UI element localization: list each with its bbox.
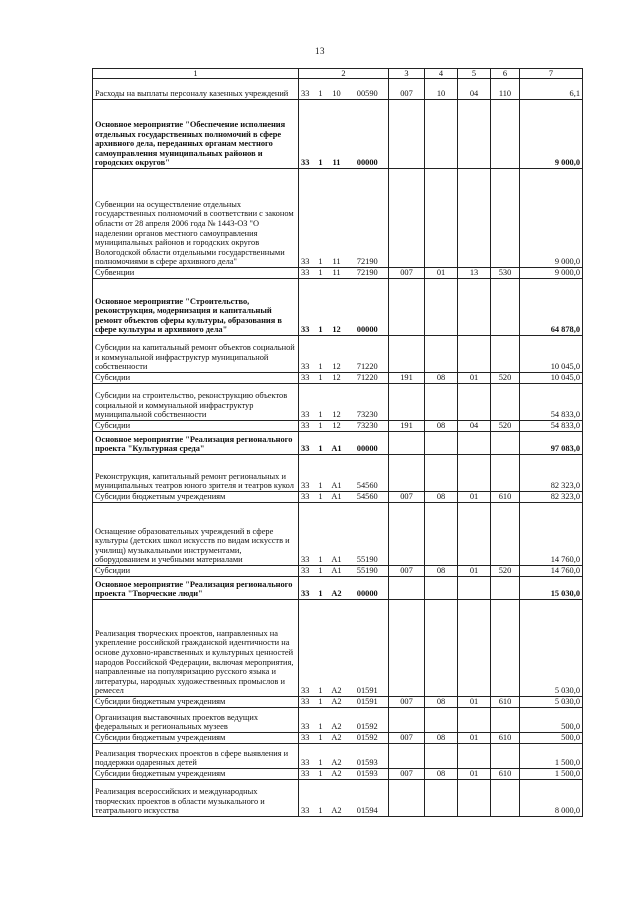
subsection-code <box>458 336 491 373</box>
section-code <box>425 336 458 373</box>
row-description: Расходы на выплаты персоналу казенных учреждений <box>93 79 299 100</box>
direction-code: 01592 <box>347 708 389 733</box>
section-code: 10 <box>425 79 458 100</box>
expense-type-code <box>491 577 520 600</box>
subsection-code <box>458 708 491 733</box>
subsection-code: 01 <box>458 566 491 577</box>
direction-code: 71220 <box>347 373 389 384</box>
ministry-code <box>389 780 425 817</box>
expense-type-code <box>491 169 520 268</box>
subprogram-code: 1 <box>315 708 327 733</box>
subsection-code <box>458 744 491 769</box>
amount: 82 323,0 <box>520 455 583 492</box>
subprogram-code: 1 <box>315 780 327 817</box>
direction-code: 73230 <box>347 421 389 432</box>
direction-code: 73230 <box>347 384 389 421</box>
amount: 14 760,0 <box>520 566 583 577</box>
subprogram-code: 1 <box>315 384 327 421</box>
expense-type-code: 520 <box>491 566 520 577</box>
header-col-4: 4 <box>425 69 458 79</box>
row-description: Субсидии <box>93 421 299 432</box>
table-row <box>93 100 583 169</box>
section-code <box>425 432 458 455</box>
amount: 54 833,0 <box>520 421 583 432</box>
direction-code: 01592 <box>347 733 389 744</box>
amount: 1 500,0 <box>520 744 583 769</box>
amount: 5 030,0 <box>520 600 583 697</box>
table-row <box>93 566 583 577</box>
section-code: 08 <box>425 492 458 503</box>
event-code: А1 <box>327 503 347 566</box>
subprogram-code: 1 <box>315 733 327 744</box>
amount: 8 000,0 <box>520 780 583 817</box>
row-description: Субвенции <box>93 268 299 279</box>
ministry-code <box>389 279 425 336</box>
direction-code: 00000 <box>347 279 389 336</box>
expense-type-code: 110 <box>491 79 520 100</box>
ministry-code: 007 <box>389 566 425 577</box>
ministry-code: 007 <box>389 769 425 780</box>
amount: 14 760,0 <box>520 503 583 566</box>
subsection-code: 13 <box>458 268 491 279</box>
subsection-code: 01 <box>458 373 491 384</box>
event-code: 12 <box>327 373 347 384</box>
ministry-code <box>389 708 425 733</box>
table-row <box>93 577 583 600</box>
ministry-code <box>389 100 425 169</box>
subprogram-code: 1 <box>315 100 327 169</box>
program-code: 33 <box>299 566 315 577</box>
event-code: А1 <box>327 455 347 492</box>
row-description: Субсидии бюджетным учреждениям <box>93 769 299 780</box>
subprogram-code: 1 <box>315 744 327 769</box>
header-col-6: 6 <box>491 69 520 79</box>
section-code: 01 <box>425 268 458 279</box>
amount: 1 500,0 <box>520 769 583 780</box>
ministry-code <box>389 455 425 492</box>
expense-type-code <box>491 708 520 733</box>
amount: 82 323,0 <box>520 492 583 503</box>
section-code <box>425 455 458 492</box>
row-description: Основное мероприятие "Обеспечение исполнения отдельных государственных полномочий в сфере архивного дела, переданных органам местного самоуправления муниципальных районов и городских округов" <box>93 100 299 169</box>
subprogram-code: 1 <box>315 421 327 432</box>
direction-code: 00590 <box>347 79 389 100</box>
ministry-code: 007 <box>389 79 425 100</box>
expense-type-code: 530 <box>491 268 520 279</box>
event-code: А1 <box>327 492 347 503</box>
section-code <box>425 600 458 697</box>
expense-type-code <box>491 432 520 455</box>
subsection-code <box>458 169 491 268</box>
subsection-code: 01 <box>458 697 491 708</box>
amount: 97 083,0 <box>520 432 583 455</box>
table-row <box>93 169 583 268</box>
subprogram-code: 1 <box>315 492 327 503</box>
direction-code: 01593 <box>347 744 389 769</box>
amount: 54 833,0 <box>520 384 583 421</box>
row-description: Основное мероприятие "Реализация регионального проекта "Творческие люди" <box>93 577 299 600</box>
table-row <box>93 432 583 455</box>
event-code: 12 <box>327 384 347 421</box>
amount: 64 878,0 <box>520 279 583 336</box>
program-code: 33 <box>299 600 315 697</box>
subprogram-code: 1 <box>315 373 327 384</box>
direction-code: 01593 <box>347 769 389 780</box>
section-code <box>425 279 458 336</box>
section-code <box>425 780 458 817</box>
header-col-7: 7 <box>520 69 583 79</box>
subsection-code: 04 <box>458 79 491 100</box>
amount: 15 030,0 <box>520 577 583 600</box>
expense-type-code <box>491 384 520 421</box>
expense-type-code: 610 <box>491 733 520 744</box>
header-col-5: 5 <box>458 69 491 79</box>
program-code: 33 <box>299 432 315 455</box>
header-col-2: 2 <box>299 69 389 79</box>
program-code: 33 <box>299 455 315 492</box>
table-row <box>93 79 583 100</box>
direction-code: 01594 <box>347 780 389 817</box>
direction-code: 00000 <box>347 577 389 600</box>
event-code: 12 <box>327 336 347 373</box>
ministry-code: 007 <box>389 268 425 279</box>
program-code: 33 <box>299 79 315 100</box>
header-col-1: 1 <box>93 69 299 79</box>
ministry-code <box>389 384 425 421</box>
expense-type-code <box>491 600 520 697</box>
event-code: А2 <box>327 733 347 744</box>
subprogram-code: 1 <box>315 79 327 100</box>
expense-type-code: 610 <box>491 492 520 503</box>
subprogram-code: 1 <box>315 503 327 566</box>
subprogram-code: 1 <box>315 577 327 600</box>
expense-type-code: 610 <box>491 697 520 708</box>
direction-code: 55190 <box>347 566 389 577</box>
program-code: 33 <box>299 708 315 733</box>
table-row <box>93 780 583 817</box>
program-code: 33 <box>299 492 315 503</box>
header-row <box>93 69 583 79</box>
subsection-code <box>458 503 491 566</box>
event-code: 11 <box>327 169 347 268</box>
table-row <box>93 492 583 503</box>
direction-code: 54560 <box>347 492 389 503</box>
subsection-code: 01 <box>458 769 491 780</box>
subsection-code <box>458 780 491 817</box>
direction-code: 72190 <box>347 268 389 279</box>
ministry-code <box>389 432 425 455</box>
subsection-code <box>458 384 491 421</box>
row-description: Реализация творческих проектов, направленных на укрепление российской гражданской идентичности на основе духовно-нравственных и культурных ценностей народов Российской Федерации, включая мероприятия, направленные на популяризацию русского языка и литературы, народных художественных промыслов и ремесел <box>93 600 299 697</box>
table-row <box>93 600 583 697</box>
ministry-code: 191 <box>389 373 425 384</box>
amount: 5 030,0 <box>520 697 583 708</box>
table-row <box>93 455 583 492</box>
event-code: А2 <box>327 780 347 817</box>
program-code: 33 <box>299 769 315 780</box>
header-col-3: 3 <box>389 69 425 79</box>
row-description: Субсидии бюджетным учреждениям <box>93 492 299 503</box>
ministry-code: 007 <box>389 492 425 503</box>
amount: 500,0 <box>520 708 583 733</box>
direction-code: 01591 <box>347 600 389 697</box>
expense-type-code <box>491 780 520 817</box>
section-code: 08 <box>425 769 458 780</box>
section-code: 08 <box>425 566 458 577</box>
event-code: 11 <box>327 100 347 169</box>
table-body <box>93 69 583 817</box>
program-code: 33 <box>299 336 315 373</box>
amount: 9 000,0 <box>520 268 583 279</box>
program-code: 33 <box>299 384 315 421</box>
expense-type-code: 610 <box>491 769 520 780</box>
program-code: 33 <box>299 733 315 744</box>
table-row <box>93 421 583 432</box>
row-description: Оснащение образовательных учреждений в сфере культуры (детских школ искусств по видам искусств и училищ) музыкальными инструментами, оборудованием и учебными материалами <box>93 503 299 566</box>
event-code: А1 <box>327 432 347 455</box>
amount: 9 000,0 <box>520 100 583 169</box>
amount: 6,1 <box>520 79 583 100</box>
ministry-code <box>389 336 425 373</box>
ministry-code: 007 <box>389 733 425 744</box>
ministry-code: 007 <box>389 697 425 708</box>
direction-code: 71220 <box>347 336 389 373</box>
expense-type-code <box>491 100 520 169</box>
budget-table <box>92 68 583 817</box>
amount: 10 045,0 <box>520 336 583 373</box>
ministry-code <box>389 600 425 697</box>
subprogram-code: 1 <box>315 279 327 336</box>
section-code <box>425 708 458 733</box>
amount: 9 000,0 <box>520 169 583 268</box>
table-row <box>93 279 583 336</box>
ministry-code <box>389 577 425 600</box>
program-code: 33 <box>299 100 315 169</box>
expense-type-code <box>491 336 520 373</box>
table-row <box>93 384 583 421</box>
program-code: 33 <box>299 421 315 432</box>
direction-code: 72190 <box>347 169 389 268</box>
row-description: Субсидии <box>93 373 299 384</box>
section-code <box>425 384 458 421</box>
table-row <box>93 373 583 384</box>
direction-code: 00000 <box>347 432 389 455</box>
subsection-code: 04 <box>458 421 491 432</box>
row-description: Основное мероприятие "Строительство, реконструкция, модернизация и капитальный ремонт объектов сферы культуры, образования в сфере культуры и архивного дела" <box>93 279 299 336</box>
direction-code: 01591 <box>347 697 389 708</box>
table-row <box>93 336 583 373</box>
subsection-code <box>458 577 491 600</box>
row-description: Субсидии бюджетным учреждениям <box>93 697 299 708</box>
section-code <box>425 503 458 566</box>
section-code <box>425 100 458 169</box>
program-code: 33 <box>299 373 315 384</box>
expense-type-code: 520 <box>491 421 520 432</box>
event-code: А1 <box>327 566 347 577</box>
subsection-code: 01 <box>458 492 491 503</box>
table-row <box>93 769 583 780</box>
ministry-code <box>389 503 425 566</box>
row-description: Основное мероприятие "Реализация регионального проекта "Культурная среда" <box>93 432 299 455</box>
subprogram-code: 1 <box>315 268 327 279</box>
event-code: А2 <box>327 708 347 733</box>
direction-code: 54560 <box>347 455 389 492</box>
subprogram-code: 1 <box>315 336 327 373</box>
row-description: Организация выставочных проектов ведущих федеральных и региональных музеев <box>93 708 299 733</box>
expense-type-code <box>491 503 520 566</box>
subprogram-code: 1 <box>315 169 327 268</box>
amount: 10 045,0 <box>520 373 583 384</box>
subsection-code <box>458 279 491 336</box>
event-code: А2 <box>327 744 347 769</box>
section-code: 08 <box>425 733 458 744</box>
expense-type-code <box>491 279 520 336</box>
direction-code: 55190 <box>347 503 389 566</box>
subprogram-code: 1 <box>315 432 327 455</box>
event-code: 12 <box>327 279 347 336</box>
section-code <box>425 577 458 600</box>
program-code: 33 <box>299 169 315 268</box>
table-row <box>93 744 583 769</box>
subprogram-code: 1 <box>315 566 327 577</box>
amount: 500,0 <box>520 733 583 744</box>
program-code: 33 <box>299 268 315 279</box>
event-code: 11 <box>327 268 347 279</box>
section-code: 08 <box>425 421 458 432</box>
row-description: Реализация творческих проектов в сфере выявления и поддержки одаренных детей <box>93 744 299 769</box>
row-description: Субвенции на осуществление отдельных государственных полномочий в соответствии с законом области от 28 апреля 2006 года № 1443-ОЗ "О наделении органов местного самоуправления муниципальных районов и городских округов Вологодской области отдельными государственными полномочиями в сфере архивного дела" <box>93 169 299 268</box>
row-description: Реализация всероссийских и международных творческих проектов в области музыкального и театрального искусства <box>93 780 299 817</box>
page-number: 13 <box>315 46 325 56</box>
program-code: 33 <box>299 279 315 336</box>
ministry-code: 191 <box>389 421 425 432</box>
row-description: Субсидии <box>93 566 299 577</box>
program-code: 33 <box>299 780 315 817</box>
expense-type-code: 520 <box>491 373 520 384</box>
table-row <box>93 708 583 733</box>
program-code: 33 <box>299 577 315 600</box>
row-description: Субсидии на капитальный ремонт объектов социальной и коммунальной инфраструктур муниципальной собственности <box>93 336 299 373</box>
subprogram-code: 1 <box>315 769 327 780</box>
section-code: 08 <box>425 697 458 708</box>
row-description: Субсидии бюджетным учреждениям <box>93 733 299 744</box>
event-code: А2 <box>327 577 347 600</box>
ministry-code <box>389 744 425 769</box>
table-row <box>93 697 583 708</box>
subsection-code <box>458 432 491 455</box>
section-code: 08 <box>425 373 458 384</box>
table-row <box>93 268 583 279</box>
section-code <box>425 169 458 268</box>
program-code: 33 <box>299 697 315 708</box>
expense-type-code <box>491 455 520 492</box>
subsection-code: 01 <box>458 733 491 744</box>
event-code: А2 <box>327 697 347 708</box>
row-description: Субсидии на строительство, реконструкцию объектов социальной и коммунальной инфраструктур муниципальной собственности <box>93 384 299 421</box>
program-code: 33 <box>299 744 315 769</box>
subsection-code <box>458 455 491 492</box>
section-code <box>425 744 458 769</box>
event-code: А2 <box>327 600 347 697</box>
expense-type-code <box>491 744 520 769</box>
subprogram-code: 1 <box>315 455 327 492</box>
direction-code: 00000 <box>347 100 389 169</box>
subsection-code <box>458 100 491 169</box>
event-code: 12 <box>327 421 347 432</box>
ministry-code <box>389 169 425 268</box>
row-description: Реконструкция, капитальный ремонт региональных и муниципальных театров юного зрителя и театров кукол <box>93 455 299 492</box>
subsection-code <box>458 600 491 697</box>
subprogram-code: 1 <box>315 600 327 697</box>
program-code: 33 <box>299 503 315 566</box>
event-code: А2 <box>327 769 347 780</box>
subprogram-code: 1 <box>315 697 327 708</box>
table-row <box>93 503 583 566</box>
event-code: 10 <box>327 79 347 100</box>
table-row <box>93 733 583 744</box>
